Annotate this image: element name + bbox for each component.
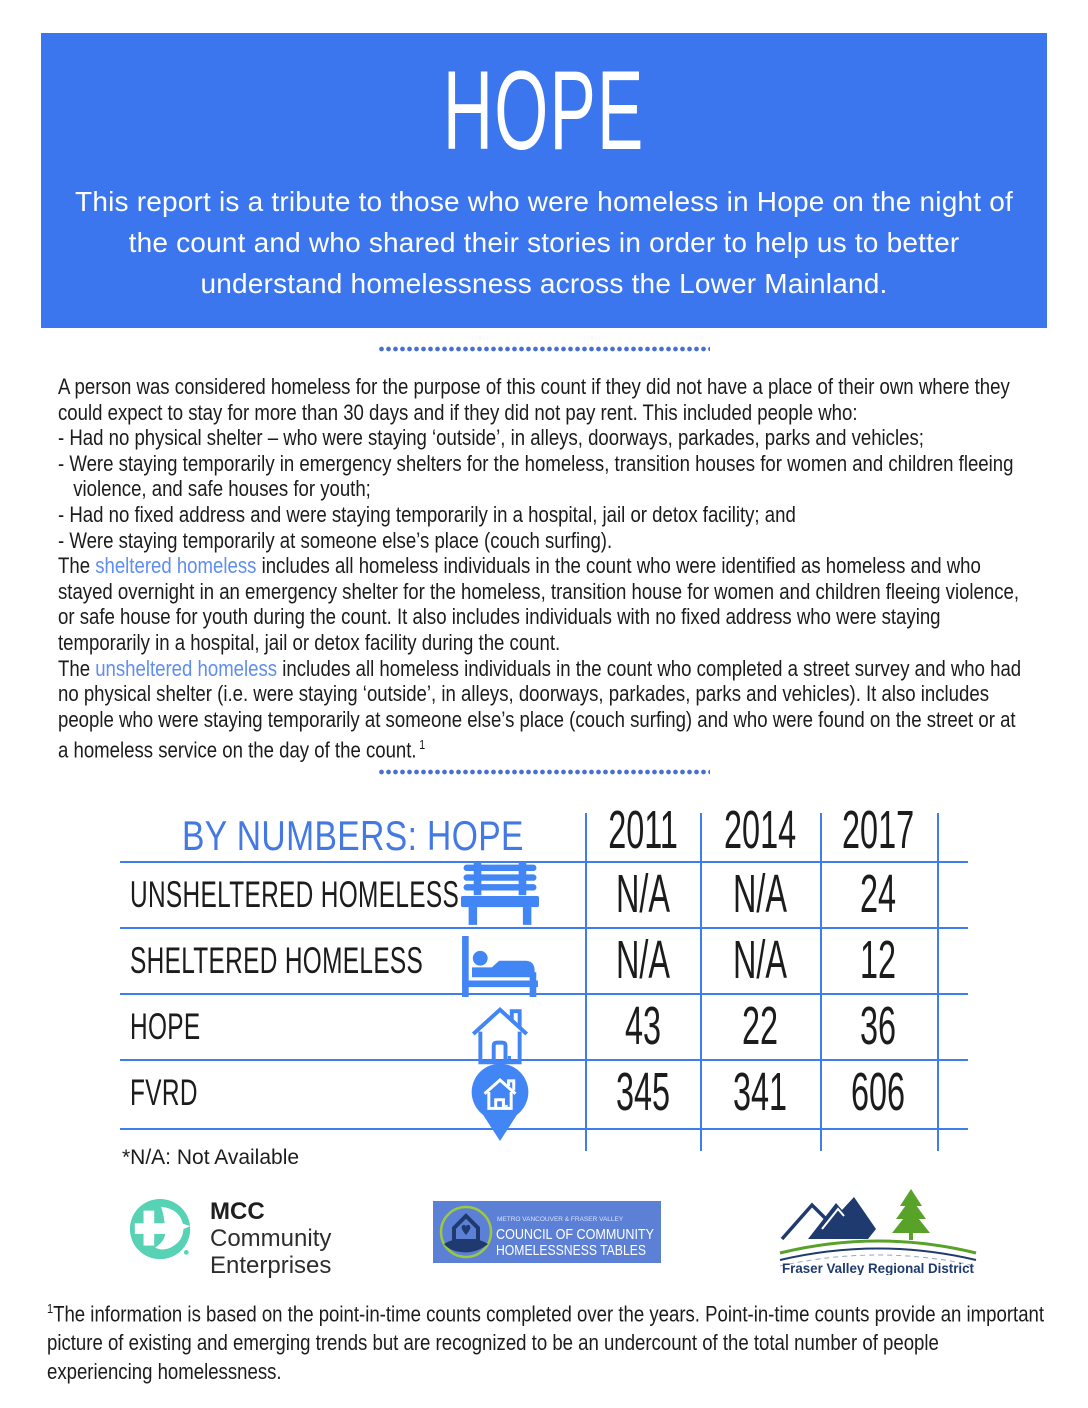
cell-value: N/A (732, 864, 788, 924)
cell-value: 341 (732, 1062, 788, 1122)
hero-banner (41, 33, 1047, 328)
unsheltered-homeless-term: unsheltered homeless (95, 655, 278, 681)
unsheltered-definition (58, 656, 1030, 764)
year-header-2014: 2014 (723, 800, 797, 860)
cell-value: N/A (732, 930, 788, 990)
cell-value: 43 (624, 996, 662, 1056)
sheltered-homeless-term: sheltered homeless (95, 553, 257, 579)
tribute-text: This report is a tribute to those who were homeless in Hope on the night of the count and who shared their stories in order to help us to better understand homelessness across the Lower Mainland. (75, 186, 1013, 299)
council-line2: HOMELESSNESS TABLES (496, 1243, 646, 1259)
bed-icon (460, 936, 540, 997)
bullet-item: - Were staying temporarily at someone else’s place (couch surfing). (58, 527, 613, 553)
cell-value: 24 (859, 864, 897, 924)
dotted-divider (378, 769, 710, 775)
bullet-item: - Had no fixed address and were staying temporarily in a hospital, jail or detox facility; and (58, 501, 796, 527)
council-line1: COUNCIL OF COMMUNITY (496, 1227, 655, 1243)
icon-cell (450, 862, 550, 925)
page-title: HOPE (443, 48, 645, 173)
mcc-line1: MCC (210, 1198, 265, 1225)
text: includes all homeless individuals in the count who were identified as homeless and who stayed overnight in an emergency shelter for the homeless, transition house for women and children fleeing violence, or safe house for youth during the count. It also includes individuals with no fixed address who were staying temporarily in a hospital, jail or detox facility during the count. (58, 553, 1020, 655)
mcc-logo-text (210, 1196, 331, 1279)
table-title: BY NUMBERS: HOPE (182, 812, 524, 859)
na-availability-note: *N/A: Not Available (122, 1146, 300, 1169)
dotted-divider (378, 346, 710, 352)
bullet-item: - Were staying temporarily in emergency shelters for the homeless, transition houses for women and children fleeing violence, and safe houses for youth; (58, 450, 1014, 502)
house-icon (468, 1001, 532, 1067)
cell-value: 36 (859, 996, 897, 1056)
fraser-valley-regional-district-logo (778, 1183, 978, 1275)
text: The (58, 655, 96, 681)
footnote-text: The information is based on the point-in-time counts completed over the years. Point-in-time counts provide an important picture of existing and emerging trends but are recognized to be an undercount of the total number of people experiencing homelessness. (47, 1301, 1045, 1385)
text: The (58, 553, 96, 579)
definitions-section (58, 374, 1030, 763)
definition-intro: A person was considered homeless for the purpose of this count if they did not have a place of their own where they could expect to stay for more than 30 days and if they did not pay rent. This included people who: (58, 374, 1010, 425)
year-header-2011: 2011 (608, 800, 678, 860)
sheltered-definition (58, 553, 1030, 655)
footnote-number: 1 (47, 1301, 54, 1316)
council-of-community-homelessness-tables-logo (433, 1201, 661, 1263)
cell-value: 606 (850, 1062, 906, 1122)
council-small-text: METRO VANCOUVER & FRASER VALLEY (497, 1216, 624, 1223)
cell-value: 345 (615, 1062, 671, 1122)
cell-value: N/A (615, 930, 671, 990)
cell-value: 22 (741, 996, 779, 1056)
fvrd-logo-text: Fraser Valley Regional District (782, 1260, 975, 1275)
mcc-line2: Community (210, 1225, 332, 1252)
map-pin-house-icon (469, 1062, 531, 1141)
mcc-community-enterprises-logo (128, 1196, 331, 1279)
mcc-dove-cross-icon (128, 1196, 196, 1266)
row-label: SHELTERED HOMELESS (130, 940, 424, 981)
by-numbers-table (120, 800, 968, 1162)
mcc-line3: Enterprises (210, 1252, 332, 1279)
cell-value: N/A (615, 864, 671, 924)
icon-cell (450, 936, 550, 997)
row-label: HOPE (130, 1006, 201, 1047)
row-label: FVRD (130, 1072, 198, 1113)
icon-cell (450, 1001, 550, 1067)
year-header-2017: 2017 (841, 800, 915, 860)
icon-cell (450, 1062, 550, 1141)
cell-value: 12 (859, 930, 897, 990)
bench-icon (461, 862, 539, 925)
text: includes all homeless individuals in the count who completed a street survey and who had no physical shelter (i.e. were staying ‘outside’, in alleys, doorways, parkades, parks and vehicles). It also includes people who were staying temporarily at someone else’s place (couch surfing) and who were found on the street or at a homeless service on the day of the count. (58, 655, 1022, 763)
footnote (47, 1294, 1044, 1386)
row-label: UNSHELTERED HOMELESS (130, 874, 460, 915)
bullet-item: - Had no physical shelter – who were staying ‘outside’, in alleys, doorways, parkades, parks and vehicles; (58, 425, 924, 451)
footnote-reference: 1 (419, 737, 426, 753)
